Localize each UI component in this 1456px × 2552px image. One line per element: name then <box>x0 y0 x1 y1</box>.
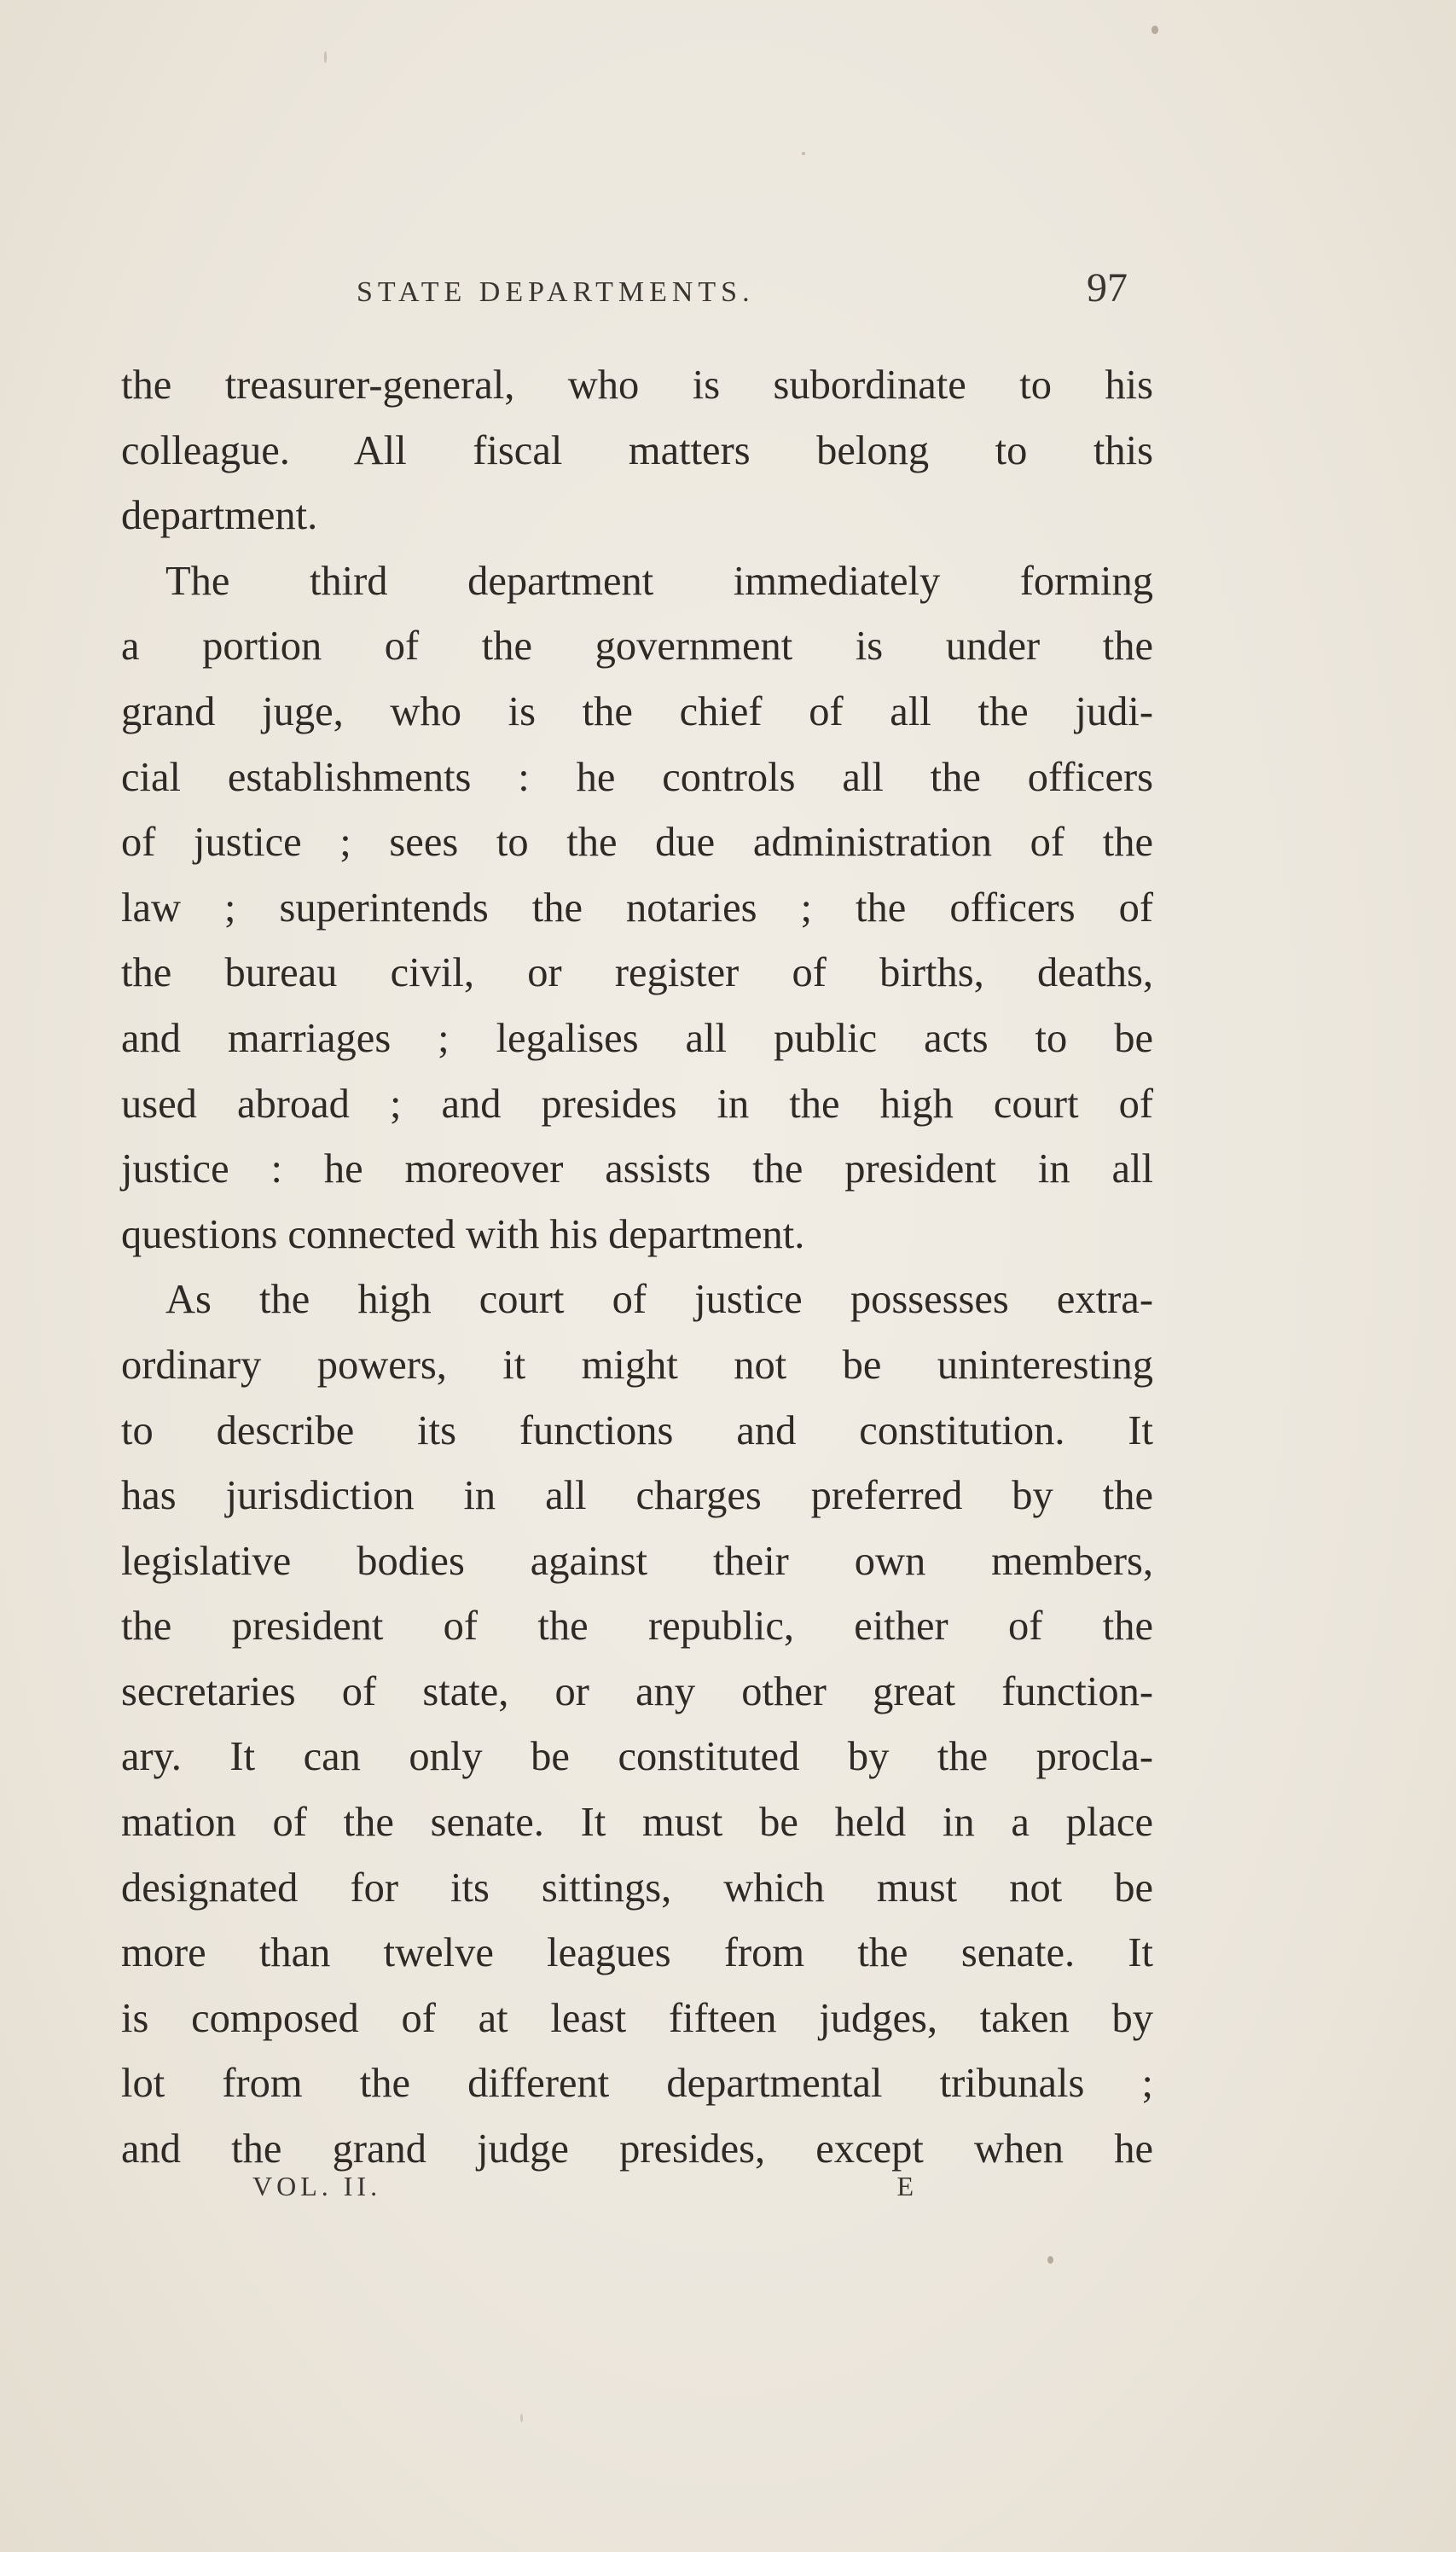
text-line: the president of the republic, either of the <box>121 1604 1153 1650</box>
paper-speck <box>520 2414 523 2422</box>
text-line: designated for its sittings, which must not be <box>121 1865 1153 1911</box>
text-line: the treasurer-general, who is subordinate to his <box>121 362 1153 408</box>
text-line: grand juge, who is the chief of all the judi- <box>121 688 1153 734</box>
paper-speck <box>1151 26 1158 34</box>
body-text <box>121 353 1153 2183</box>
text-line: secretaries of state, or any other great function- <box>121 1668 1153 1714</box>
text-line: ordinary powers, it might not be uninteresting <box>121 1342 1153 1388</box>
text-line: more than twelve leagues from the senate. It <box>121 1930 1153 1976</box>
signature-line <box>252 2171 918 2213</box>
text-line: The third department immediately forming <box>165 558 1153 604</box>
text-line: of justice ; sees to the due administration of the <box>121 820 1153 866</box>
text-line: lot from the different departmental tribunals ; <box>121 2061 1153 2107</box>
text-line: As the high court of justice possesses extra- <box>165 1277 1153 1323</box>
text-line: the bureau civil, or register of births, deaths, <box>121 950 1153 996</box>
text-line: law ; superintends the notaries ; the officers of <box>121 884 1153 931</box>
signature-mark: E <box>896 2171 918 2201</box>
text-line: used abroad ; and presides in the high court of <box>121 1081 1153 1127</box>
volume-label: VOL. II. <box>252 2171 382 2201</box>
paper-speck <box>1047 2256 1053 2264</box>
text-line: ary. It can only be constituted by the procla- <box>121 1734 1153 1780</box>
paper-speck <box>802 152 805 155</box>
text-line: questions connected with his department. <box>121 1211 805 1257</box>
paper-speck <box>324 51 327 63</box>
text-line: colleague. All fiscal matters belong to this <box>121 427 1153 473</box>
text-line: is composed of at least fifteen judges, taken by <box>121 1995 1153 2041</box>
text-line: a portion of the government is under the <box>121 624 1153 670</box>
text-line: legislative bodies against their own members, <box>121 1538 1153 1584</box>
text-line: cial establishments : he controls all the officers <box>121 754 1153 800</box>
text-line: justice : he moreover assists the president in all <box>121 1146 1153 1192</box>
text-line: and the grand judge presides, except when he <box>121 2126 1153 2172</box>
page-number: 97 <box>1087 265 1128 310</box>
text-line: and marriages ; legalises all public acts to be <box>121 1015 1153 1061</box>
text-line: mation of the senate. It must be held in a place <box>121 1800 1153 1846</box>
text-line: department. <box>121 493 318 539</box>
text-line: to describe its functions and constitution. It <box>121 1407 1153 1453</box>
running-head <box>119 265 1128 322</box>
text-line: has jurisdiction in all charges preferred by the <box>121 1473 1153 1519</box>
running-title: STATE DEPARTMENTS. <box>357 276 755 308</box>
